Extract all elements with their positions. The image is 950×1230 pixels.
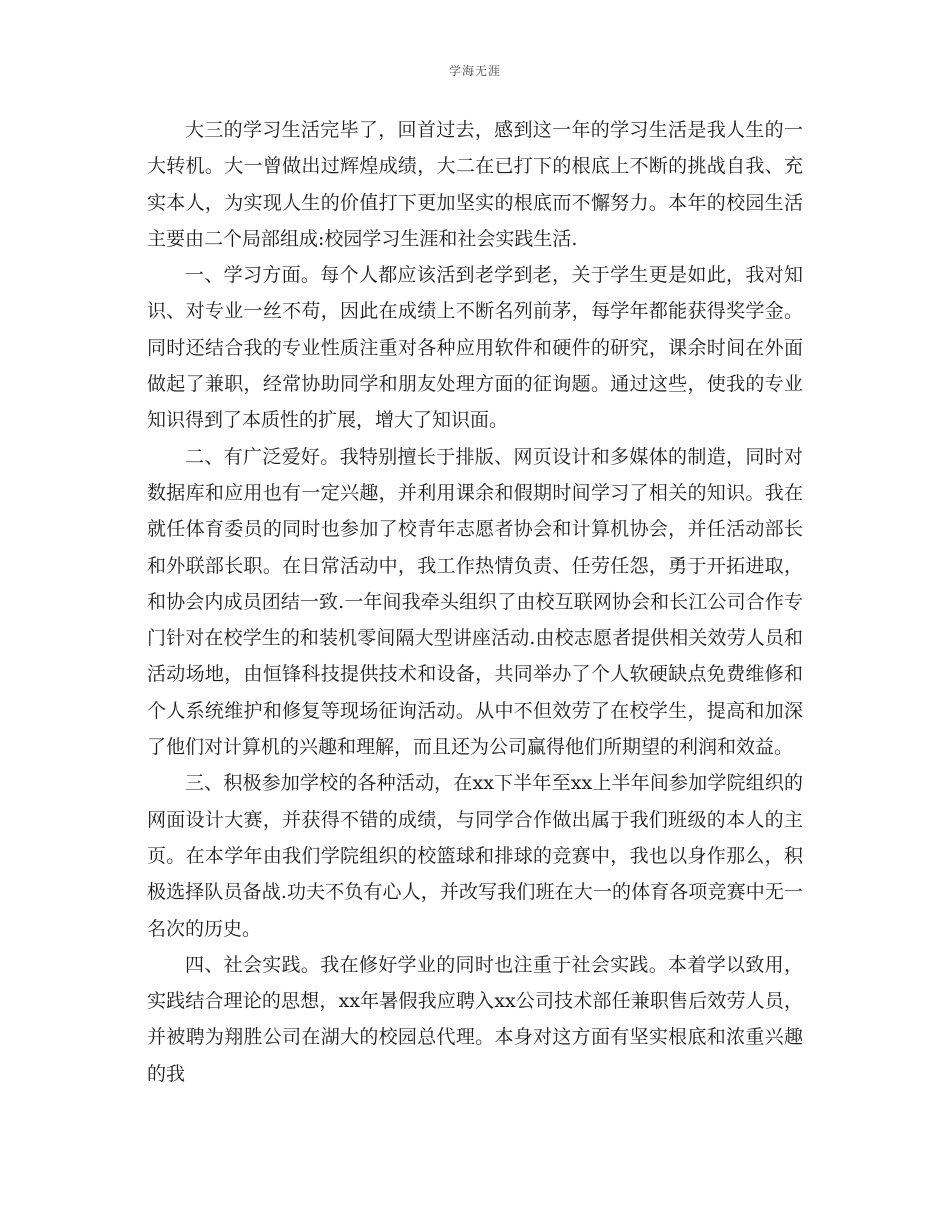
document-body bbox=[147, 112, 803, 1092]
paragraph-activities: 三、积极参加学校的各种活动，在xx下半年至xx上半年间参加学院组织的网面设计大赛，并获得不错的成绩，与同学合作做出属于我们班级的本人的主页。在本学年由我们学院组织的校篮球和排球的竞赛中，我也以身作那么，积极选择队员备战.功夫不负有心人，并改写我们班在大一的体育各项竞赛中无一名次的历史。 bbox=[147, 772, 803, 940]
paragraph-hobbies: 二、有广泛爱好。我特别擅长于排版、网页设计和多媒体的制造，同时对数据库和应用也有一定兴趣，并利用课余和假期时间学习了相关的知识。我在就任体育委员的同时也参加了校青年志愿者协会和计算机协会，并任活动部长和外联部长职。在日常活动中，我工作热情负责、任劳任怨，勇于开拓进取，和协会内成员团结一致.一年间我牵头组织了由校互联网协会和长江公司合作专门针对在校学生的和装机零间隔大型讲座活动.由校志愿者提供相关效劳人员和活动场地，由恒锋科技提供技术和设备，共同举办了个人软硬缺点免费维修和个人系统维护和修复等现场征询活动。从中不但效劳了在校学生，提高和加深了他们对计算机的兴趣和理解，而且还为公司赢得他们所期望的利润和效益。 bbox=[147, 445, 803, 759]
paragraph-intro: 大三的学习生活完毕了，回首过去，感到这一年的学习生活是我人生的一大转机。大一曾做出过辉煌成绩，大二在已打下的根底上不断的挑战自我、充实本人，为实现人生的价值打下更加坚实的根底而不懈努力。本年的校园生活主要由二个局部组成:校园学习生涯和社会实践生活. bbox=[147, 119, 803, 250]
page-header: 学海无涯 bbox=[448, 64, 501, 78]
paragraph-social-practice: 四、社会实践。我在修好学业的同时也注重于社会实践。本着学以致用，实践结合理论的思想，xx年暑假我应聘入xx公司技术部任兼职售后效劳人员，并被聘为翔胜公司在湖大的校园总代理。本身对这方面有坚实根底和浓重兴趣的我 bbox=[147, 953, 803, 1085]
paragraph-study: 一、学习方面。每个人都应该活到老学到老，关于学生更是如此，我对知识、对专业一丝不苟，因此在成绩上不断名列前茅，每学年都能获得奖学金。同时还结合我的专业性质注重对各种应用软件和硬件的研究，课余时间在外面做起了兼职，经常协助同学和朋友处理方面的征询题。通过这些，使我的专业知识得到了本质性的扩展，增大了知识面。 bbox=[147, 264, 803, 432]
